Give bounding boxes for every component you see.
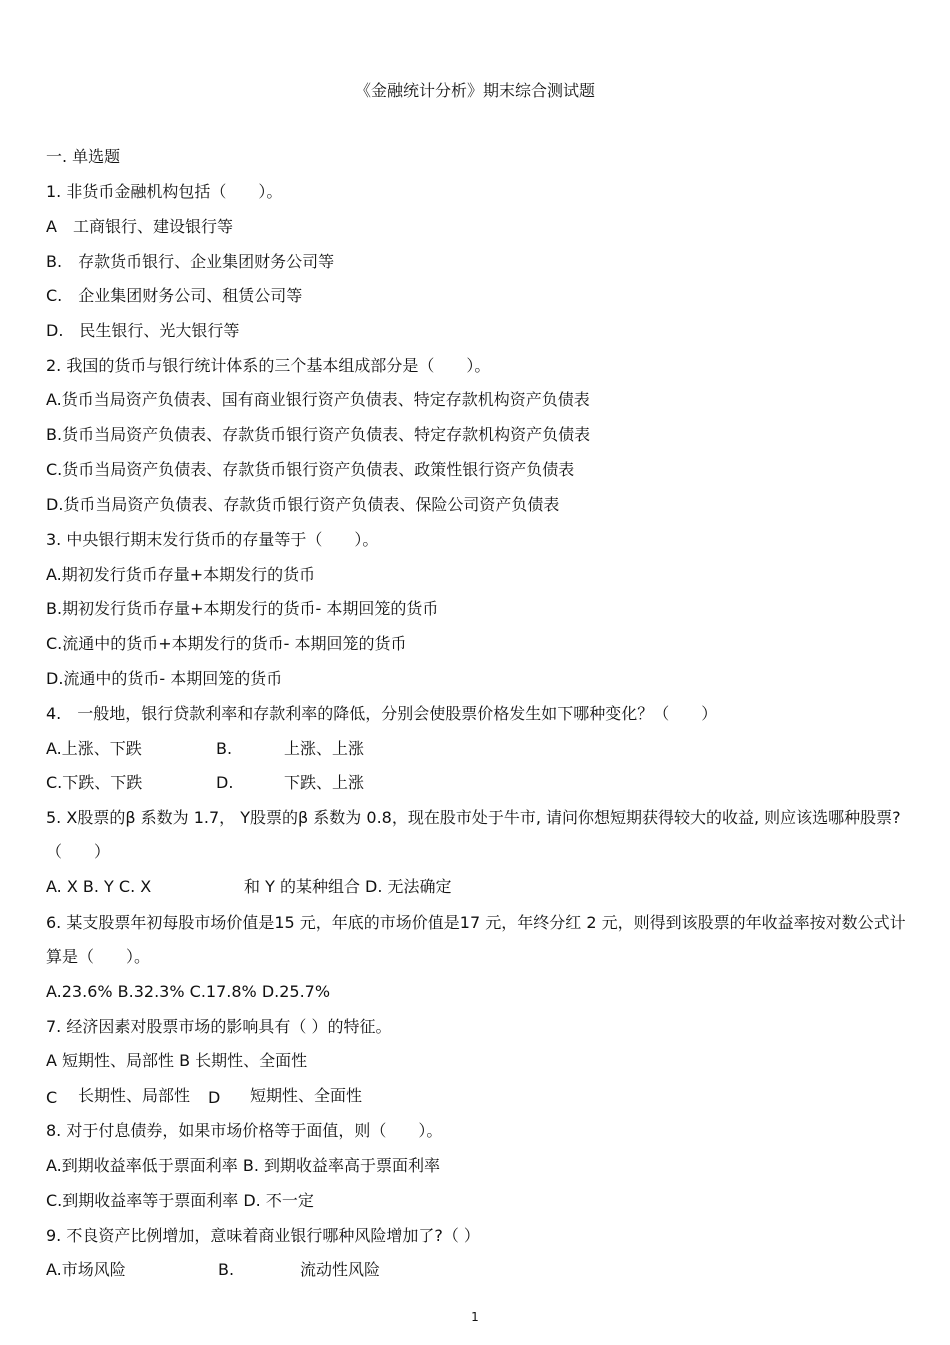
question-3-option-b: B.期初发行货币存量+本期发行的货币- 本期回笼的货币 <box>46 599 439 618</box>
question-7-option-d: 短期性、全面性 <box>250 1086 363 1105</box>
question-3-option-a: A.期初发行货币存量+本期发行的货币 <box>46 565 316 584</box>
question-7-options-ab: A 短期性、局部性 B 长期性、全面性 <box>46 1051 308 1070</box>
question-4-option-d-letter: D. <box>216 773 234 792</box>
question-1-option-a: A 工商银行、建设银行等 <box>46 217 233 236</box>
question-4-option-a: A.上涨、下跌 <box>46 739 142 758</box>
question-4-option-b: 上涨、上涨 <box>284 739 365 758</box>
question-1-option-b: B. 存款货币银行、企业集团财务公司等 <box>46 252 335 271</box>
question-9-stem: 9. 不良资产比例增加，意味着商业银行哪种风险增加了?（ ） <box>46 1226 480 1245</box>
question-2-stem: 2. 我国的货币与银行统计体系的三个基本组成部分是（ ）。 <box>46 356 491 375</box>
question-5-options-abc: A. X B. Y C. X <box>46 877 152 896</box>
question-2-option-a: A.货币当局资产负债表、国有商业银行资产负债表、特定存款机构资产负债表 <box>46 390 590 409</box>
question-1-option-d: D. 民生银行、光大银行等 <box>46 321 240 340</box>
question-4-stem: 4. 一般地，银行贷款利率和存款利率的降低，分别会使股票价格发生如下哪种变化？（ ） <box>46 704 718 723</box>
question-6-stem: 6. 某支股票年初每股市场价值是15 元，年底的市场价值是17 元，年终分红 2 元，则得到该股票的年收益率按对数公式计算是（ ）。 <box>46 913 906 966</box>
question-2-option-d: D.货币当局资产负债表、存款货币银行资产负债表、保险公司资产负债表 <box>46 495 560 514</box>
question-3-option-c: C.流通中的货币+本期发行的货币- 本期回笼的货币 <box>46 634 407 653</box>
question-4-option-d: 下跌、上涨 <box>284 773 365 792</box>
question-9-option-b: 流动性风险 <box>300 1260 381 1279</box>
question-7-option-c-letter: C <box>46 1088 58 1107</box>
question-2-option-b: B.货币当局资产负债表、存款货币银行资产负债表、特定存款机构资产负债表 <box>46 425 591 444</box>
question-1-stem: 1. 非货币金融机构包括（ ）。 <box>46 182 283 201</box>
document-title: 《金融统计分析》期末综合测试题 <box>354 81 595 100</box>
question-5-stem: 5. X股票的β 系数为 1.7， Y股票的β 系数为 0.8，现在股市处于牛市, 请问你想短期获得较大的收益, 则应该选哪种股票?（ ） <box>46 808 901 861</box>
question-8-options-ab: A.到期收益率低于票面利率 B. 到期收益率高于票面利率 <box>46 1156 440 1175</box>
question-2-option-c: C.货币当局资产负债表、存款货币银行资产负债表、政策性银行资产负债表 <box>46 460 575 479</box>
question-5-options-cd: 和 Y 的某种组合 D. 无法确定 <box>244 877 452 896</box>
question-6-options: A.23.6% B.32.3% C.17.8% D.25.7% <box>46 982 331 1001</box>
question-3-option-d: D.流通中的货币- 本期回笼的货币 <box>46 669 283 688</box>
question-8-stem: 8. 对于付息债券，如果市场价格等于面值，则（ ）。 <box>46 1121 443 1140</box>
question-7-option-c: 长期性、局部性 <box>78 1086 191 1105</box>
question-7-stem: 7. 经济因素对股票市场的影响具有（ ）的特征。 <box>46 1017 392 1036</box>
question-1-option-c: C. 企业集团财务公司、租赁公司等 <box>46 286 303 305</box>
question-9-option-b-letter: B. <box>218 1260 235 1279</box>
question-7-option-d-letter: D <box>208 1088 221 1107</box>
page-number: 1 <box>471 1310 479 1324</box>
question-8-options-cd: C.到期收益率等于票面利率 D. 不一定 <box>46 1191 314 1210</box>
section-heading: 一. 单选题 <box>46 147 121 166</box>
question-4-option-b-letter: B. <box>216 739 233 758</box>
question-9-option-a: A.市场风险 <box>46 1260 126 1279</box>
question-3-stem: 3. 中央银行期末发行货币的存量等于（ ）。 <box>46 530 379 549</box>
question-4-option-c: C.下跌、下跌 <box>46 773 143 792</box>
